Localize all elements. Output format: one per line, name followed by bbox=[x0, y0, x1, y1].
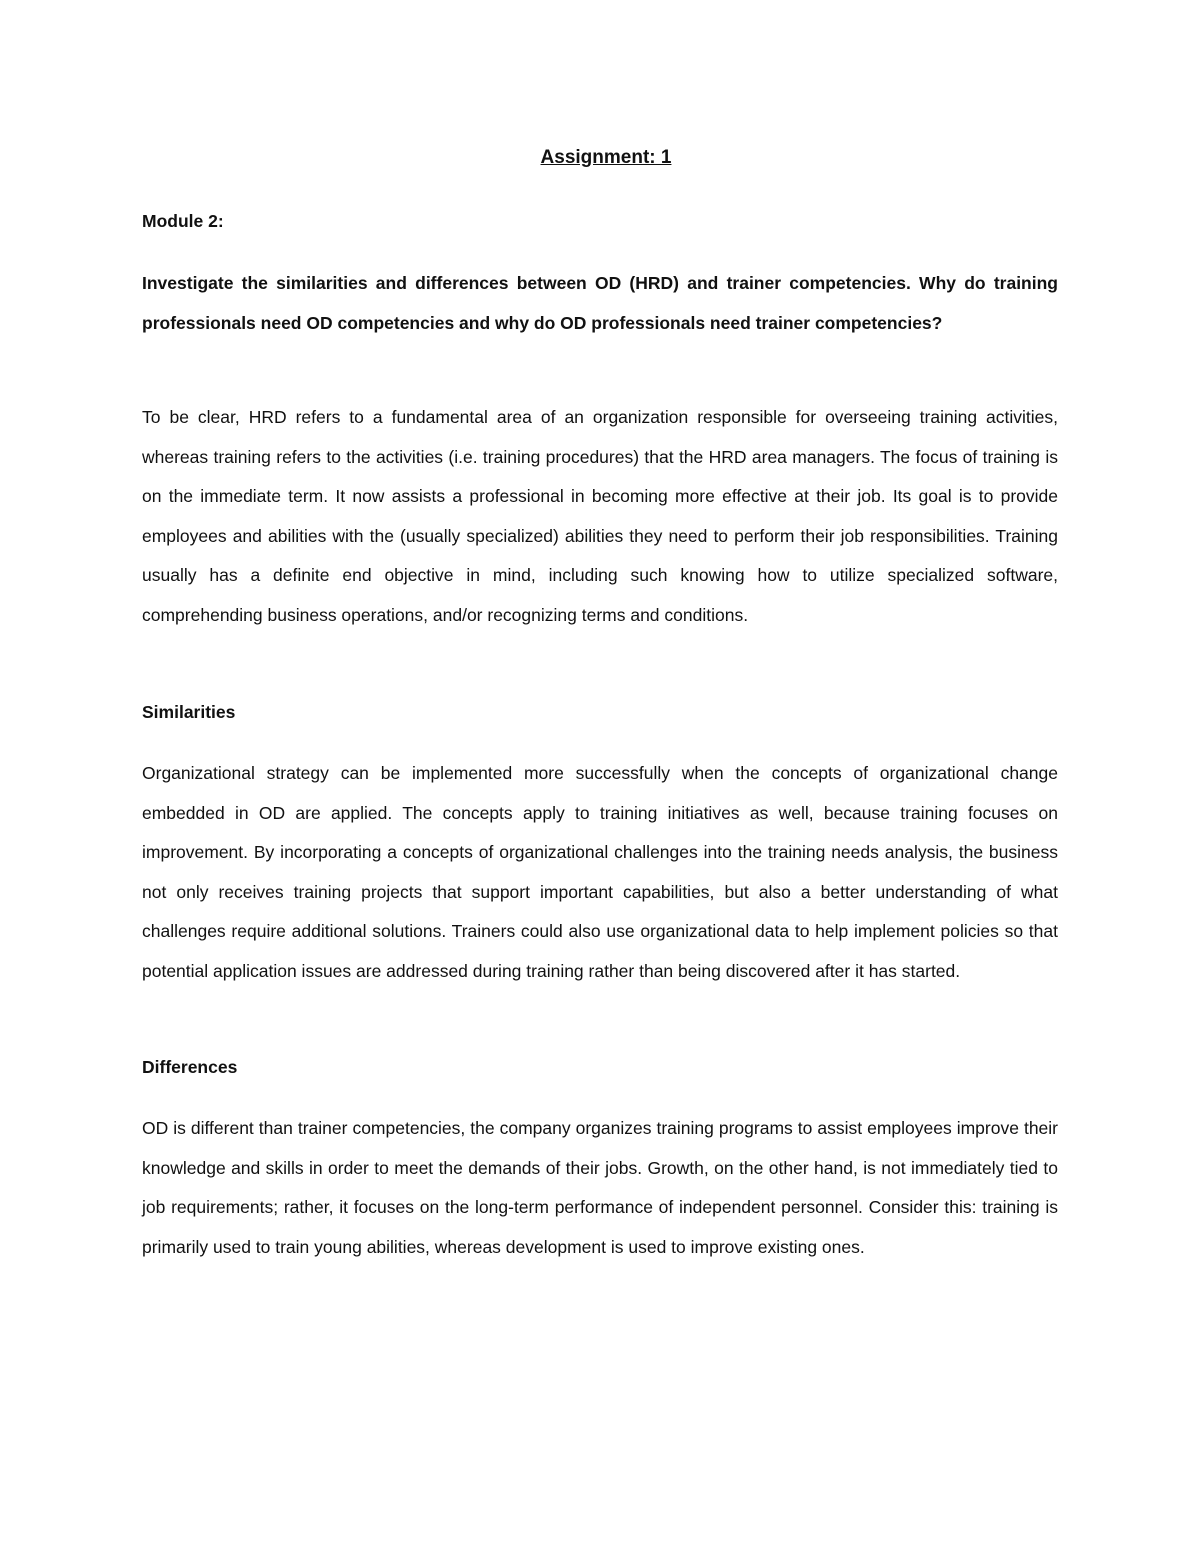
differences-heading: Differences bbox=[142, 1057, 238, 1077]
intro-paragraph: To be clear, HRD refers to a fundamental area of an organization responsible for overseeing training activities, whereas training refers to the activities (i.e. training procedures) that the HRD area managers. The focus of training is on the immediate term. It now assists a professional in becoming more effective at their job. Its goal is to provide employees and abilities with the (usually specialized) abilities they need to perform their job responsibilities. Training usually has a definite end objective in mind, including such knowing how to utilize specialized software, comprehending business operations, and/or recognizing terms and conditions. bbox=[142, 407, 1058, 625]
similarities-paragraph: Organizational strategy can be implemented more successfully when the concepts of organizational change embedded in OD are applied. The concepts apply to training initiatives as well, because training focuses on improvement. By incorporating a concepts of organizational challenges into the training needs analysis, the business not only receives training projects that support important capabilities, but also a better understanding of what challenges require additional solutions. Trainers could also use organizational data to help implement policies so that potential application issues are addressed during training rather than being discovered after it has started. bbox=[142, 763, 1058, 981]
differences-paragraph: OD is different than trainer competencies, the company organizes training programs to assist employees improve their knowledge and skills in order to meet the demands of their jobs. Growth, on the other hand, is not immediately tied to job requirements; rather, it focuses on the long-term performance of independent personnel. Consider this: training is primarily used to train young abilities, whereas development is used to improve existing ones. bbox=[142, 1118, 1058, 1257]
document-title bbox=[142, 144, 1058, 172]
module-label: Module 2: bbox=[142, 211, 224, 231]
similarities-heading: Similarities bbox=[142, 702, 236, 722]
assignment-question: Investigate the similarities and differences between OD (HRD) and trainer competencies. Why do training professionals need OD competencies and why do OD professionals need trainer competencies? bbox=[142, 273, 1058, 333]
document-title-text: Assignment: 1 bbox=[540, 147, 672, 168]
